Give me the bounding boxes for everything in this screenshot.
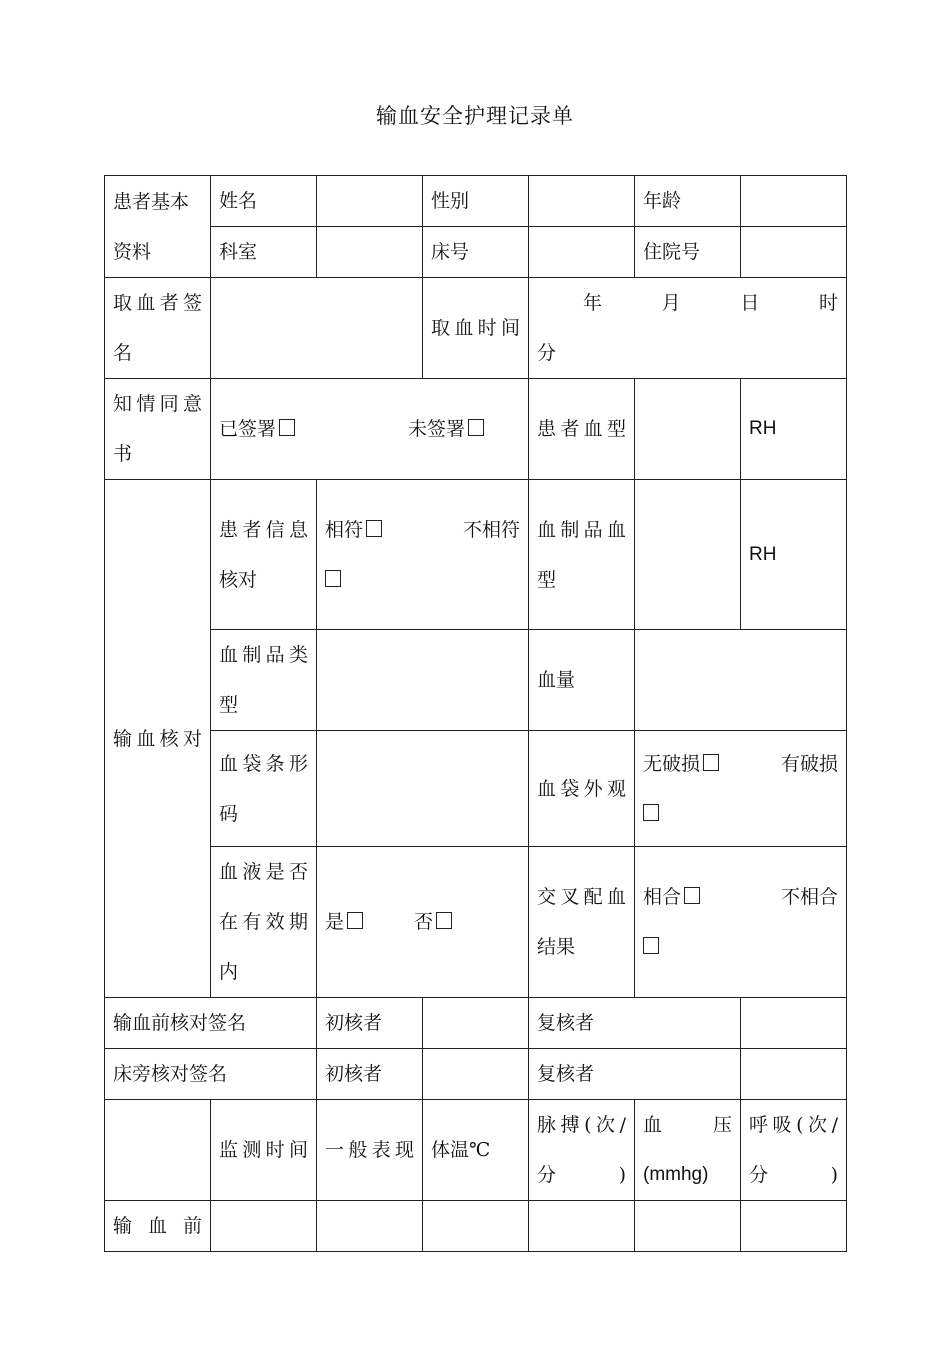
monitoring-corner-cell <box>105 1100 211 1201</box>
bedside-check-sign-label: 床旁核对签名 <box>105 1049 317 1100</box>
patient-rh-label: RH <box>741 379 847 480</box>
no-option[interactable] <box>414 897 452 947</box>
volume-label: 血量 <box>529 630 635 731</box>
crossmatch-line1: 交叉配血 <box>537 886 626 908</box>
crossmatch-options <box>635 847 847 998</box>
bedside-first-checker-field[interactable] <box>423 1049 529 1100</box>
collect-time-field[interactable] <box>529 278 847 379</box>
bp-header <box>635 1100 741 1201</box>
monitor-time-header: 监测时间 <box>211 1100 317 1201</box>
name-label: 姓名 <box>211 176 317 227</box>
transfusion-record-table <box>104 175 847 1252</box>
department-field[interactable] <box>317 227 423 278</box>
in-date-label: 血液是否在有效期内 <box>211 847 317 998</box>
match-option[interactable] <box>325 505 382 555</box>
verification-label: 输血核对 <box>105 480 211 998</box>
collect-time-label: 取血时间 <box>423 278 529 379</box>
incompatible-text: 不相合 <box>780 886 838 908</box>
crossmatch-line2: 结果 <box>537 936 576 958</box>
incompatible-checkbox[interactable] <box>643 937 659 954</box>
product-blood-type-text: 血制品血型 <box>537 518 626 591</box>
pulse-header: 脉搏(次/分) <box>529 1100 635 1201</box>
name-field[interactable] <box>317 176 423 227</box>
bag-appearance-options <box>635 731 847 847</box>
bag-appearance-label: 血袋外观 <box>529 731 635 847</box>
general-header: 一般表现 <box>317 1100 423 1201</box>
before-bp-field[interactable] <box>635 1201 741 1252</box>
product-blood-type-label <box>529 480 635 630</box>
patient-blood-type-label: 患者血型 <box>529 379 635 480</box>
match-text: 相符 <box>325 518 364 541</box>
no-damage-checkbox[interactable] <box>703 754 719 771</box>
yes-text: 是 <box>325 911 345 933</box>
mismatch-text: 不相符 <box>462 518 520 541</box>
bedside-second-checker-field[interactable] <box>741 1049 847 1100</box>
no-checkbox[interactable] <box>436 912 452 929</box>
product-type-label: 血制品类型 <box>211 630 317 731</box>
admission-no-field[interactable] <box>741 227 847 278</box>
unsigned-checkbox[interactable] <box>468 419 484 436</box>
before-pulse-field[interactable] <box>529 1201 635 1252</box>
collector-sign-field[interactable] <box>211 278 423 379</box>
gender-label: 性别 <box>423 176 529 227</box>
compatible-text: 相合 <box>643 886 682 908</box>
match-checkbox[interactable] <box>366 520 382 537</box>
before-respiration-field[interactable] <box>741 1201 847 1252</box>
compatible-checkbox[interactable] <box>684 887 700 904</box>
signed-text: 已签署 <box>219 418 277 440</box>
product-blood-type-field[interactable] <box>635 480 741 630</box>
no-text: 否 <box>413 911 433 933</box>
age-label: 年龄 <box>635 176 741 227</box>
before-general-field[interactable] <box>317 1201 423 1252</box>
before-temperature-field[interactable] <box>423 1201 529 1252</box>
no-damage-option[interactable] <box>643 739 719 789</box>
bag-barcode-field[interactable] <box>317 731 529 847</box>
consent-options <box>211 379 529 480</box>
damaged-option[interactable] <box>643 803 659 825</box>
no-damage-text: 无破损 <box>643 752 701 775</box>
patient-info-check-line1: 患者信息 <box>219 518 308 541</box>
department-label: 科室 <box>211 227 317 278</box>
patient-blood-type-field[interactable] <box>635 379 741 480</box>
unsigned-option[interactable] <box>408 404 484 454</box>
bp-unit: (mmhg) <box>643 1164 709 1185</box>
temperature-header: 体温℃ <box>423 1100 529 1201</box>
pre-check-sign-label: 输血前核对签名 <box>105 998 317 1049</box>
gender-field[interactable] <box>529 176 635 227</box>
day-unit: 日 <box>740 292 760 314</box>
pre-first-checker-field[interactable] <box>423 998 529 1049</box>
minute-unit: 分 <box>537 342 557 364</box>
bedside-second-checker-label: 复核者 <box>529 1049 741 1100</box>
bed-label: 床号 <box>423 227 529 278</box>
consent-label: 知情同意书 <box>105 379 211 480</box>
year-unit: 年 <box>583 292 603 314</box>
collector-sign-label: 取血者签名 <box>105 278 211 379</box>
yes-checkbox[interactable] <box>347 912 363 929</box>
patient-info-check-line2: 核对 <box>219 568 258 591</box>
pre-first-checker-label: 初核者 <box>317 998 423 1049</box>
age-field[interactable] <box>741 176 847 227</box>
unsigned-text: 未签署 <box>407 418 465 440</box>
product-type-field[interactable] <box>317 630 529 731</box>
page-title: 输血安全护理记录单 <box>376 104 574 128</box>
bag-barcode-label: 血袋条形码 <box>211 731 317 847</box>
yes-option[interactable] <box>325 897 363 947</box>
damaged-text: 有破损 <box>780 752 838 775</box>
crossmatch-label <box>529 847 635 998</box>
bed-field[interactable] <box>529 227 635 278</box>
pre-second-checker-label: 复核者 <box>529 998 741 1049</box>
admission-no-label: 住院号 <box>635 227 741 278</box>
signed-checkbox[interactable] <box>279 419 295 436</box>
compatible-option[interactable] <box>643 872 700 922</box>
respiration-header: 呼吸(次/分) <box>741 1100 847 1201</box>
before-transfusion-label: 输血前 <box>105 1201 211 1252</box>
mismatch-checkbox[interactable] <box>325 570 341 587</box>
in-date-options <box>317 847 529 998</box>
pre-second-checker-field[interactable] <box>741 998 847 1049</box>
bedside-first-checker-label: 初核者 <box>317 1049 423 1100</box>
bp-label: 血压 <box>643 1114 732 1136</box>
signed-option[interactable] <box>219 404 295 454</box>
product-rh-label: RH <box>741 480 847 630</box>
damaged-checkbox[interactable] <box>643 804 659 821</box>
before-time-field[interactable] <box>211 1201 317 1252</box>
hour-unit: 时 <box>818 292 838 314</box>
patient-info-label: 患者基本资料 <box>105 176 211 278</box>
match-options <box>317 480 529 630</box>
volume-field[interactable] <box>635 630 847 731</box>
month-unit: 月 <box>661 292 681 314</box>
patient-info-check-label <box>211 480 317 630</box>
